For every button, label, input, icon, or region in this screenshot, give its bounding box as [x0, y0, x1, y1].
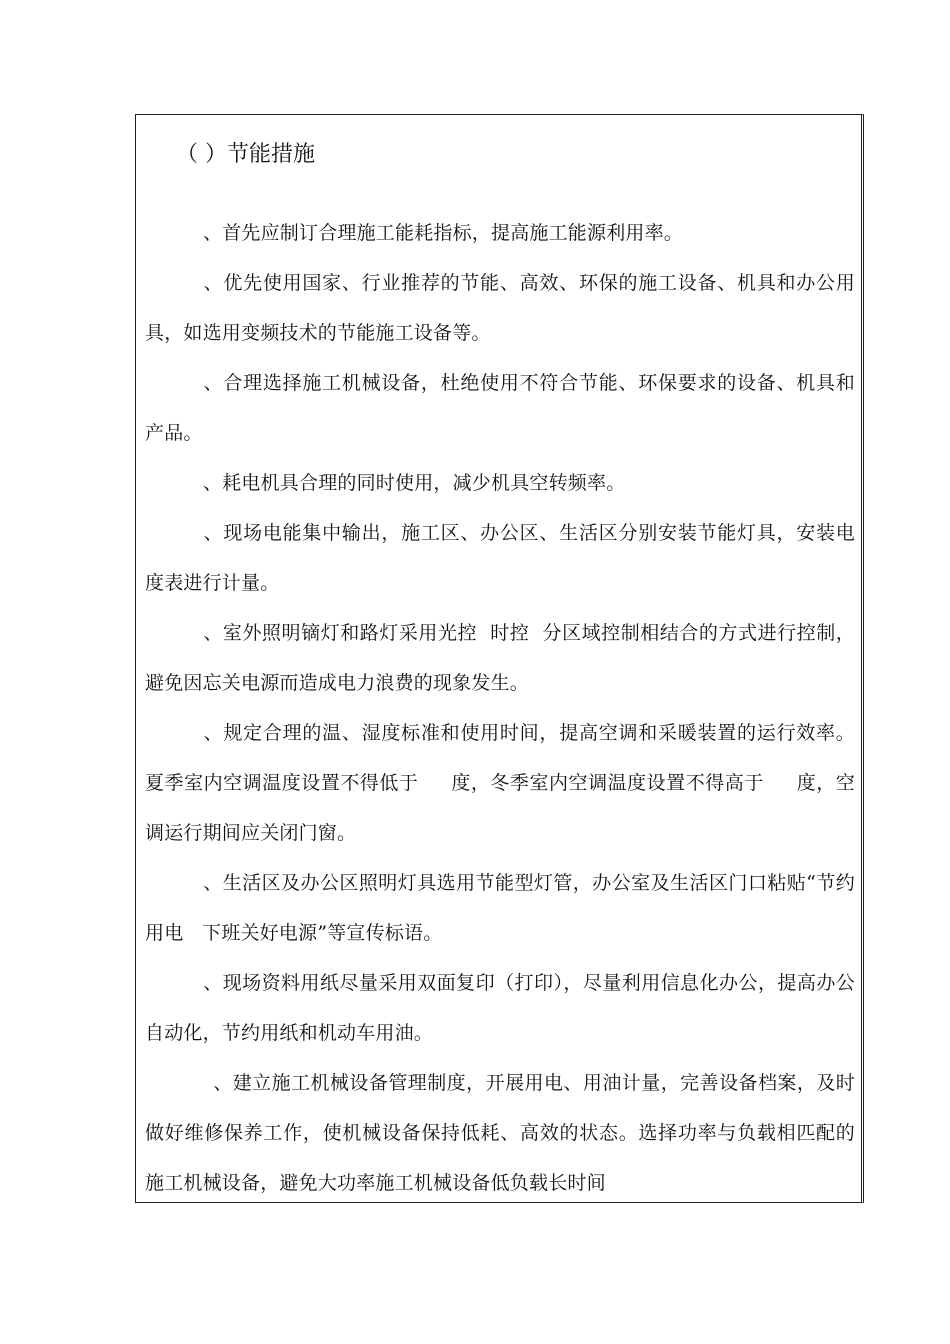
- list-item: 、耗电机具合理的同时使用，减少机具空转频率。: [203, 472, 626, 494]
- list-item: 、建立施工机械设备管理制度，开展用电、用油计量，完善设备档案，及时做好维修保养工作，使机械设备保持低耗、高效的状态。选择功率与负载相匹配的施工机械设备，避免大功率施工机械设备低负载长时间: [145, 1072, 855, 1194]
- list-item: 、室外照明镝灯和路灯采用光控 时控 分区域控制相结合的方式进行控制，避免因忘关电源而造成电力浪费的现象发生。: [145, 622, 855, 694]
- list-item: 、现场电能集中输出，施工区、办公区、生活区分别安装节能灯具，安装电度表进行计量。: [145, 522, 855, 594]
- list-item: 、首先应制订合理施工能耗指标，提高施工能源利用率。: [203, 222, 684, 244]
- list-item: 、生活区及办公区照明灯具选用节能型灯管，办公室及生活区门口粘贴“节约用电 下班关好电源”等宣传标语。: [145, 872, 855, 944]
- section-heading: （ ）节能措施: [176, 142, 315, 167]
- content-frame: [135, 114, 864, 1203]
- list-item: 、优先使用国家、行业推荐的节能、高效、环保的施工设备、机具和办公用具，如选用变频技术的节能施工设备等。: [145, 272, 855, 344]
- measure-list: [145, 208, 855, 1203]
- list-item: 、现场资料用纸尽量采用双面复印（打印），尽量利用信息化办公，提高办公自动化，节约用纸和机动车用油。: [145, 972, 855, 1044]
- list-item: 、合理选择施工机械设备，杜绝使用不符合节能、环保要求的设备、机具和产品。: [145, 372, 855, 444]
- list-item: 、规定合理的温、湿度标准和使用时间，提高空调和采暖装置的运行效率。夏季室内空调温度设置不得低于 度，冬季室内空调温度设置不得高于 度，空调运行期间应关闭门窗。: [145, 722, 855, 844]
